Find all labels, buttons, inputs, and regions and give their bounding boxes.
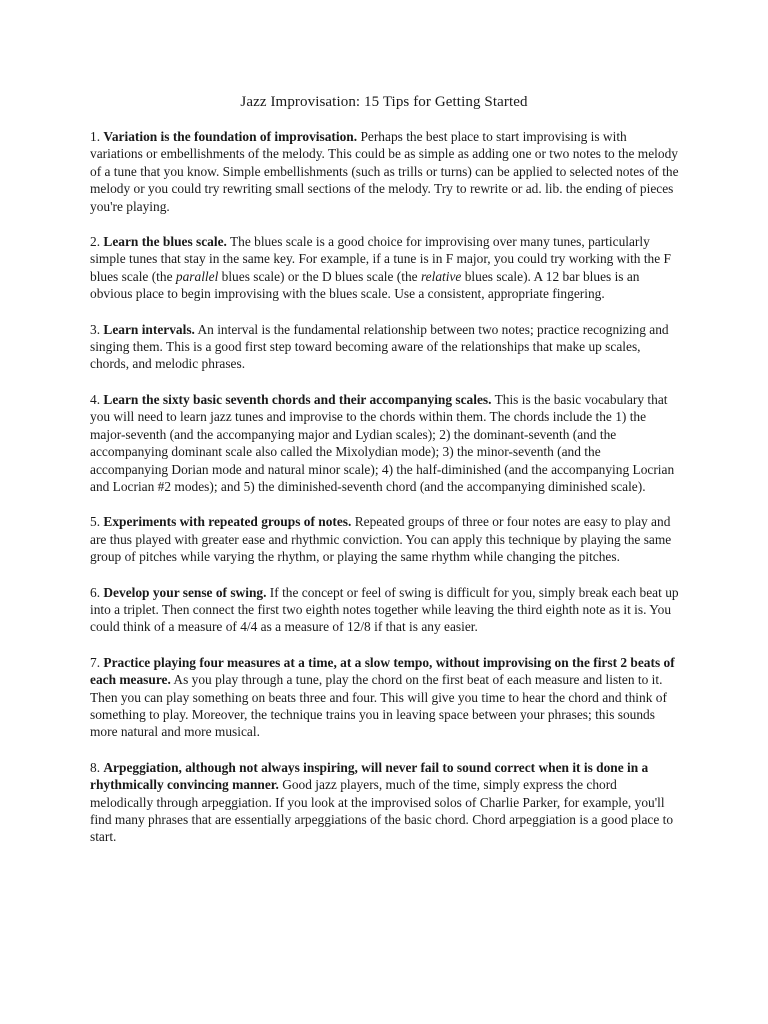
tip-number: 4. xyxy=(90,391,104,407)
tip-number: 7. xyxy=(90,654,104,670)
tip-paragraph xyxy=(90,128,680,215)
tip-heading: Learn the sixty basic seventh chords and their accompanying scales. xyxy=(103,391,492,407)
tip-body-text: This is the basic vocabulary that you will need to learn jazz tunes and improvise to the chords within them. The chords include the 1) the major-seventh (and the accompanying major and Lydian scales); 2) the dominant-seventh (and the accompanying dominant scale also called the Mixolydian mode); 3) the minor-seventh (and the accompanying Dorian mode and natural minor scale); 4) the half-diminished (and the accompanying Locrian and Locrian #2 modes); and 5) the diminished-seventh chord (and the accompanying diminished scale). xyxy=(90,391,675,494)
tip-body-text: As you play through a tune, play the chord on the first beat of each measure and listen to it. Then you can play something on beats three and four. This will give you time to hear the chord and think of something to play. Moreover, the technique trains you in leaving space between your phrases; this sounds more natural and more musical. xyxy=(90,672,667,740)
tip-number: 3. xyxy=(90,321,104,337)
tip-body-text: Repeated groups of three or four notes are easy to play and are thus played with greater ease and rhythmic conviction. You can apply this technique by playing the same group of pitches while varying the rhythm, or playing the same rhythm while changing the pitches. xyxy=(90,514,672,565)
tip-paragraph xyxy=(90,321,680,373)
tip-body-text: Perhaps the best place to start improvising is with variations or embellishments of the melody. This could be as simple as adding one or two notes to the melody of a tune that you know. Simple embellishments (such as trills or turns) can be applied to selected notes of the melody or you could try rewriting small sections of the melody. Try to rewrite or ad. lib. the ending of pieces you're playing. xyxy=(90,129,679,214)
tip-number: 5. xyxy=(90,514,104,530)
tip-emphasis: relative xyxy=(420,268,462,284)
tip-paragraph xyxy=(90,233,680,303)
tip-body-text: blues scale) or the D blues scale (the xyxy=(218,268,421,284)
tip-emphasis: parallel xyxy=(175,268,219,284)
tips-list xyxy=(90,128,680,864)
tip-heading: Practice playing four measures at a time, at a slow tempo, without improvising on the first 2 beats of each measure. xyxy=(90,654,675,688)
tip-paragraph xyxy=(90,513,680,565)
document-title: Jazz Improvisation: 15 Tips for Getting Started xyxy=(240,94,528,110)
tip-heading: Learn intervals. xyxy=(103,321,195,337)
tip-number: 6. xyxy=(90,584,104,600)
tip-body-text: blues scale). A 12 bar blues is an obvious place to begin improvising with the blues scale. Use a consistent, appropriate fingering. xyxy=(90,268,640,302)
tip-heading: Develop your sense of swing. xyxy=(103,584,267,600)
tip-paragraph xyxy=(90,391,680,495)
tip-number: 2. xyxy=(90,234,104,250)
tip-paragraph xyxy=(90,654,680,741)
tip-heading: Variation is the foundation of improvisation. xyxy=(103,129,358,144)
tip-heading: Arpeggiation, although not always inspiring, will never fail to sound correct when it is done in a rhythmically convincing manner. xyxy=(90,759,649,793)
tip-number: 8. xyxy=(90,759,104,775)
tip-number: 1. xyxy=(90,129,104,144)
tip-body-text: The blues scale is a good choice for improvising over many tunes, particularly simple tunes that stay in the same key. For example, if a tune is in F major, you could try working with the F blues scale (the xyxy=(90,234,671,284)
tip-body-text: If the concept or feel of swing is difficult for you, simply break each beat up into a triplet. Then connect the first two eighth notes together while leaving the third eighth note as it is. You could think of a measure of 4/4 as a measure of 12/8 if that is any easier. xyxy=(90,584,679,635)
tip-heading: Experiments with repeated groups of notes. xyxy=(103,514,352,530)
tip-paragraph xyxy=(90,759,680,846)
tip-heading: Learn the blues scale. xyxy=(103,234,227,250)
tip-paragraph xyxy=(90,584,680,636)
tip-body-text: An interval is the fundamental relationship between two notes; practice recognizing and singing them. This is a good first step toward becoming aware of the relationships that make up scales, chords, and melodic phrases. xyxy=(90,321,669,372)
tip-body-text: Good jazz players, much of the time, simply express the chord melodically through arpeggiation. If you look at the improvised solos of Charlie Parker, for example, you'll find many phrases that are essentially arpeggiations of the basic chord. Chord arpeggiation is a good place to start. xyxy=(90,777,674,845)
